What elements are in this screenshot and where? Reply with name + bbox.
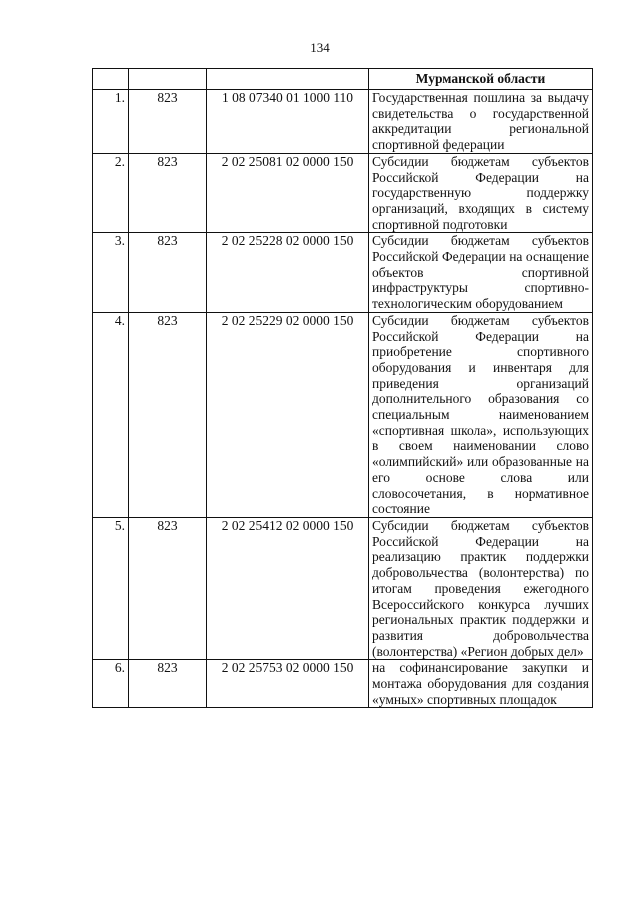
table-row <box>93 90 593 154</box>
row-number: 4. <box>93 312 129 517</box>
table-row <box>93 517 593 659</box>
budget-code: 2 02 25229 02 0000 150 <box>207 312 369 517</box>
revenue-name: Субсидии бюджетам субъектов Российской Федерации на приобретение спортивного оборудования и инвентаря для приведения организаций дополнительного образования со специальным наименованием «спортивная школа», использующих в своем наименовании слово «олимпийский» или образованные на его основе слова или словосочетания, в нормативное состояние <box>369 312 593 517</box>
revenue-name: Субсидии бюджетам субъектов Российской Федерации на государственную поддержку организаций, входящих в систему спортивной подготовки <box>369 153 593 233</box>
table-row <box>93 312 593 517</box>
table-row <box>93 153 593 233</box>
header-cell-code <box>207 69 369 90</box>
header-cell-name: Мурманской области <box>369 69 593 90</box>
budget-code: 2 02 25081 02 0000 150 <box>207 153 369 233</box>
table-row <box>93 233 593 313</box>
header-cell-num <box>93 69 129 90</box>
row-number: 6. <box>93 660 129 708</box>
revenue-name: Субсидии бюджетам субъектов Российской Федерации на оснащение объектов спортивной инфраструктуры спортивно-технологическим оборудованием <box>369 233 593 313</box>
budget-code: 1 08 07340 01 1000 110 <box>207 90 369 154</box>
budget-code: 2 02 25753 02 0000 150 <box>207 660 369 708</box>
row-number: 3. <box>93 233 129 313</box>
table-header-row <box>93 69 593 90</box>
admin-code: 823 <box>129 660 207 708</box>
admin-code: 823 <box>129 312 207 517</box>
page-number: 134 <box>310 40 330 55</box>
revenue-name: Государственная пошлина за выдачу свидетельства о государственной аккредитации региональной спортивной федерации <box>369 90 593 154</box>
row-number: 2. <box>93 153 129 233</box>
budget-revenue-table <box>92 68 593 708</box>
admin-code: 823 <box>129 153 207 233</box>
budget-code: 2 02 25228 02 0000 150 <box>207 233 369 313</box>
row-number: 1. <box>93 90 129 154</box>
row-number: 5. <box>93 517 129 659</box>
admin-code: 823 <box>129 90 207 154</box>
revenue-name: Субсидии бюджетам субъектов Российской Федерации на реализацию практик поддержки добровольчества (волонтерства) по итогам проведения ежегодного Всероссийского конкурса лучших региональных практик поддержки и развития добровольчества (волонтерства) «Регион добрых дел» <box>369 517 593 659</box>
admin-code: 823 <box>129 233 207 313</box>
admin-code: 823 <box>129 517 207 659</box>
header-cell-admin <box>129 69 207 90</box>
table-row <box>93 660 593 708</box>
budget-code: 2 02 25412 02 0000 150 <box>207 517 369 659</box>
revenue-name: на софинансирование закупки и монтажа оборудования для создания «умных» спортивных площадок <box>369 660 593 708</box>
